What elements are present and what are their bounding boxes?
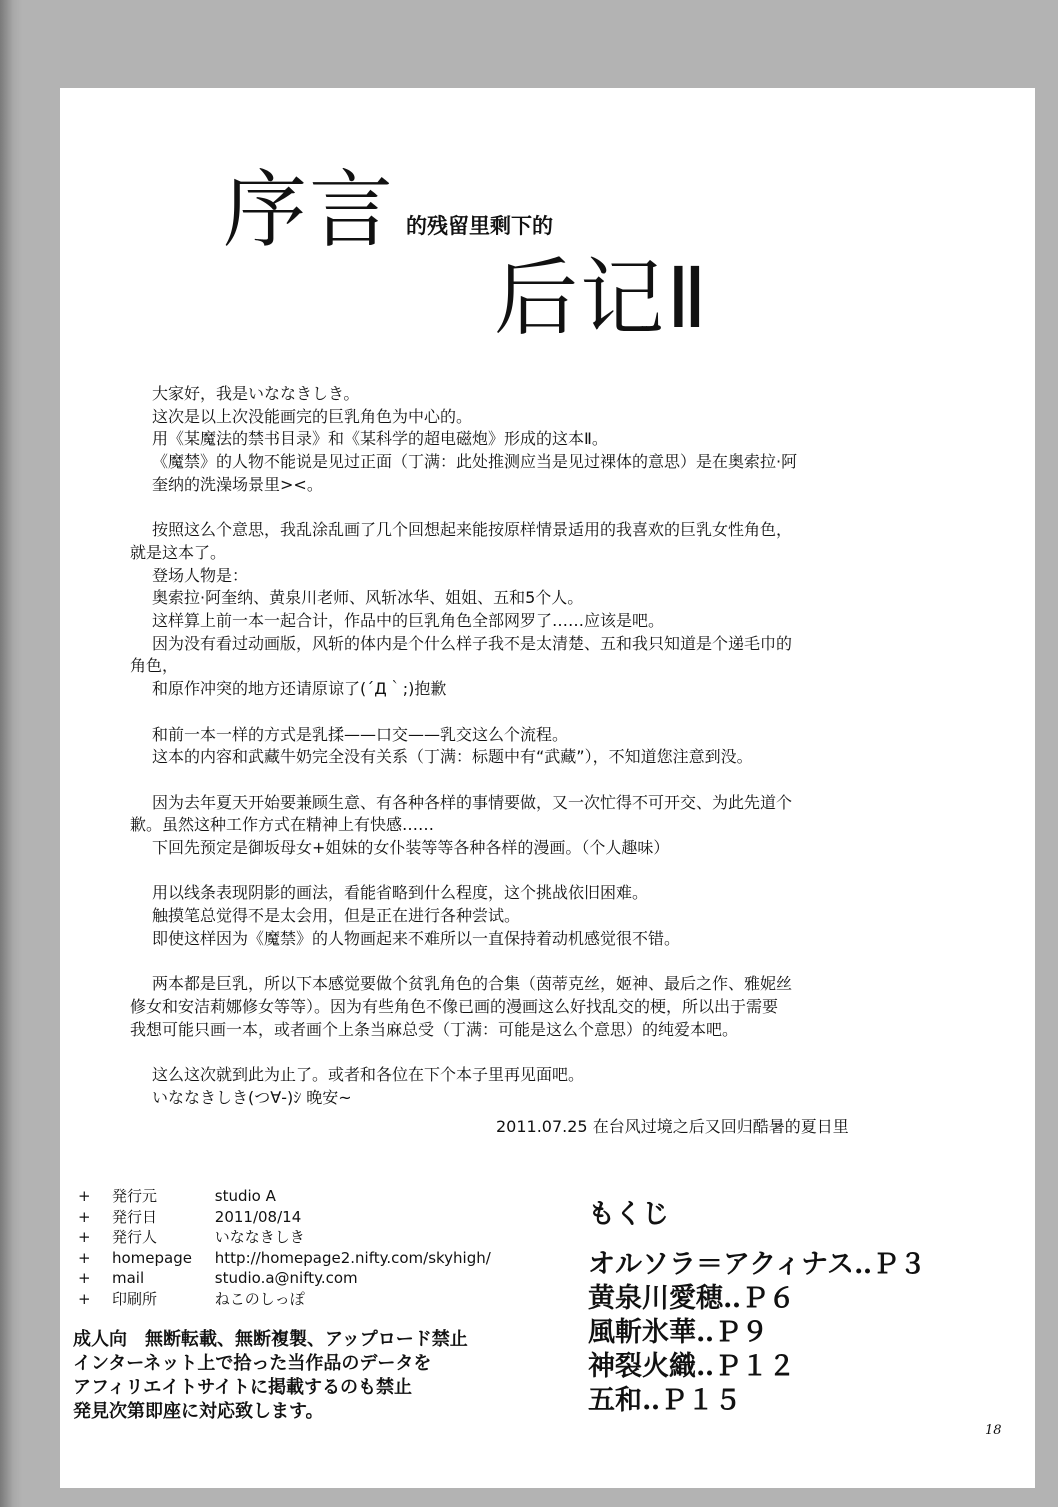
body-line: 角色， — [130, 656, 179, 676]
warning-line: 成人向 無断転載、無断複製、アップロード禁止 — [73, 1329, 468, 1350]
toc-title: もくじ — [588, 1199, 669, 1230]
body-line: 触摸笔总觉得不是太会用，但是正在进行各种尝试。 — [152, 906, 521, 926]
body-line: 这次是以上次没能画完的巨乳角色为中心的。 — [152, 406, 473, 426]
body-line: 奥索拉·阿奎纳、黄泉川老师、风斩冰华、姐姐、五和5个人。 — [152, 588, 584, 608]
body-line: 登场人物是： — [152, 565, 249, 585]
colophon — [78, 1186, 491, 1309]
body-line: 用以线条表现阴影的画法，看能省略到什么程度，这个挑战依旧困难。 — [152, 883, 649, 903]
body-line: 因为没有看过动画版，风斩的体内是个什么样子我不是太清楚、五和我只知道是个递毛巾的 — [152, 633, 793, 653]
colophon-row: + 発行人 いななきしき — [78, 1228, 305, 1246]
page-number: 18 — [985, 1423, 1002, 1438]
adult-warning — [73, 1328, 468, 1424]
toc-item: 神裂火織‥Ｐ１２ — [588, 1351, 796, 1382]
warning-line: インターネット上で拾った当作品のデータを — [73, 1353, 432, 1374]
colophon-row: + homepage http://homepage2.nifty.com/skyhigh/ — [78, 1248, 491, 1267]
colophon-row: + 印刷所 ねこのしっぽ — [78, 1289, 305, 1308]
toc-item: 風斬氷華‥Ｐ９ — [588, 1317, 769, 1348]
body-line: 大家好，我是いななきしき。 — [152, 384, 360, 403]
body-line: 修女和安洁莉娜修女等等）。因为有些角色不像已画的漫画这么好找乱交的梗，所以出于需要 — [130, 996, 779, 1016]
scan-edge-shadow — [0, 0, 22, 1507]
toc-item: オルソラ＝アクィナス‥Ｐ３ — [588, 1249, 927, 1280]
body-line: 和前一本一样的方式是乳揉——口交——乳交这么个流程。 — [152, 724, 569, 744]
body-line: 这样算上前一本一起合计，作品中的巨乳角色全部网罗了……应该是吧。 — [152, 611, 665, 631]
toc-item: 五和‥Ｐ１５ — [588, 1385, 742, 1416]
colophon-row: + mail studio.a@nifty.com — [78, 1269, 358, 1287]
body-line: 就是这本了。 — [130, 542, 227, 562]
colophon-row: + 発行元 studio A — [78, 1187, 276, 1205]
afterword-body — [130, 383, 910, 1109]
title-afterword: 后记Ⅱ — [494, 249, 710, 347]
body-line: 和原作冲突的地方还请原谅了(´Д｀;)抱歉 — [152, 679, 447, 699]
page-sheet — [60, 88, 1035, 1488]
warning-line: アフィリエイトサイトに掲載するのも禁止 — [73, 1377, 412, 1398]
table-of-contents — [588, 1248, 926, 1418]
body-line: 《魔禁》的人物不能说是见过正面（丁满：此处推测应当是见过裸体的意思）是在奥索拉·阿 — [152, 452, 798, 472]
body-line: 下回先预定是御坂母女+姐妹的女仆装等等各种各样的漫画。（个人趣味） — [152, 838, 670, 858]
body-line: 歉。虽然这种工作方式在精神上有快感…… — [130, 815, 435, 835]
body-line: いななきしき(つ∀-)ｼ 晚安~ — [152, 1087, 352, 1107]
body-line: 这本的内容和武藏牛奶完全没有关系（丁满：标题中有“武藏”），不知道您注意到没。 — [152, 747, 753, 767]
title-subtitle: 的残留里剩下的 — [406, 214, 553, 238]
date-signature: 2011.07.25 在台风过境之后又回归酷暑的夏日里 — [496, 1117, 849, 1136]
body-line: 因为去年夏天开始要兼顾生意、有各种各样的事情要做，又一次忙得不可开交、为此先道个 — [152, 792, 793, 812]
colophon-row: + 発行日 2011/08/14 — [78, 1207, 302, 1226]
body-line: 我想可能只画一本，或者画个上条当麻总受（丁满：可能是这么个意思）的纯爱本吧。 — [130, 1019, 739, 1039]
body-line: 两本都是巨乳，所以下本感觉要做个贫乳角色的合集（茵蒂克丝，姬神、最后之作、雅妮丝 — [152, 974, 793, 994]
body-line: 按照这么个意思，我乱涂乱画了几个回想起来能按原样情景适用的我喜欢的巨乳女性角色， — [152, 520, 793, 540]
body-line: 这么这次就到此为止了。或者和各位在下个本子里再见面吧。 — [152, 1065, 585, 1084]
body-line: 即使这样因为《魔禁》的人物画起来不难所以一直保持着动机感觉很不错。 — [152, 928, 681, 948]
toc-item: 黄泉川愛穂‥Ｐ６ — [588, 1283, 796, 1314]
body-line: 奎纳的洗澡场景里><。 — [152, 474, 323, 494]
title-preface: 序言 — [223, 161, 396, 259]
warning-line: 発見次第即座に対応致します。 — [73, 1401, 324, 1422]
body-line: 用《某魔法的禁书目录》和《某科学的超电磁炮》形成的这本Ⅱ。 — [152, 429, 608, 449]
